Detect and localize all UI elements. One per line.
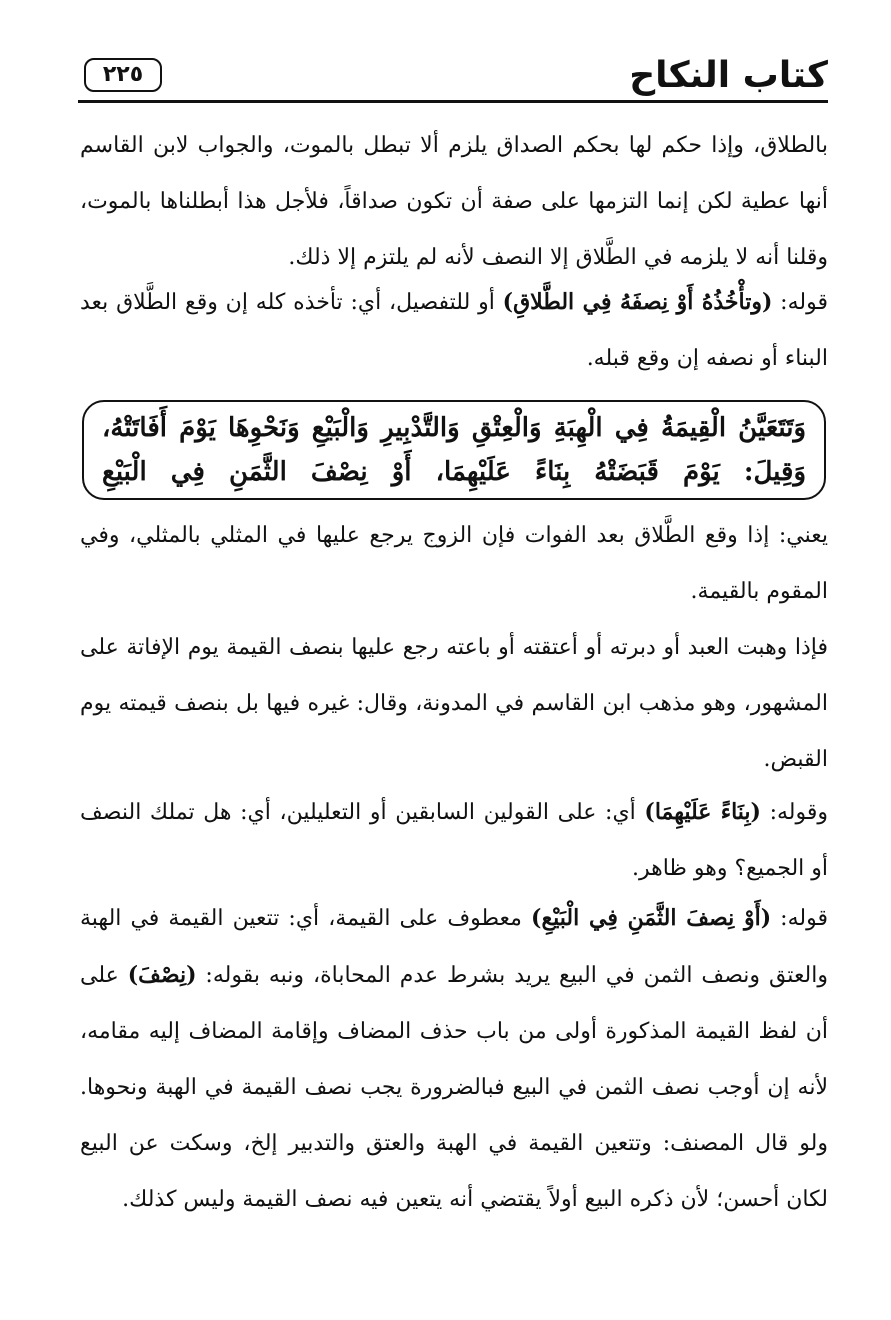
paragraph-5-quote: (بِنَاءً عَلَيْهِمَا) bbox=[644, 799, 761, 825]
header-rule bbox=[78, 100, 828, 103]
paragraph-5-rest: أي: على القولين السابقين أو التعليلين، أي: هل تملك النصف أو الجميع؟ وهو ظاهر. bbox=[80, 800, 828, 881]
paragraph-6-mid: معطوف على القيمة، أي: تتعين القيمة في الهبة والعتق ونصف الثمن في البيع يريد بشرط عدم المحاباة، ونبه بقوله: bbox=[80, 906, 828, 988]
paragraph-3: يعني: إذا وقع الطَّلاق بعد الفوات فإن الزوج يرجع عليها في المثلي بالمثلي، وفي المقوم بالقيمة. bbox=[80, 523, 828, 604]
paragraph-4: فإذا وهبت العبد أو دبرته أو أعتقته أو باعته رجع عليها بنصف القيمة يوم الإفاتة على المشهور، وهو مذهب ابن القاسم في المدونة، وقال: غيره فيها بل بنصف قيمته يوم القبض. bbox=[80, 635, 828, 772]
paragraph-6-quote-2: (نِصْفَ) bbox=[127, 962, 197, 988]
page-number: ٢٢٥ bbox=[84, 58, 162, 92]
matn-text: وَتَتَعَيَّنُ الْقِيمَةُ فِي الْهِبَةِ وَالْعِتْقِ وَالتَّدْبِيرِ وَالْبَيْعِ وَنَحْوِهَا يَوْمَ أَفَاتَتْهُ، وَقِيلَ: يَوْمَ قَبَضَتْهُ بِنَاءً عَلَيْهِمَا، أَوْ نِصْفَ الثَّمَنِ فِي الْبَيْعِ bbox=[102, 413, 807, 487]
matn-box bbox=[82, 400, 826, 500]
paragraph-6-rest: على أن لفظ القيمة المذكورة أولى من باب حذف المضاف وإقامة المضاف إليه مقامه، لأنه إن أوجب نصف الثمن في البيع فبالضرورة يجب نصف القيمة في الهبة ونحوها. ولو قال المصنف: وتتعين القيمة في الهبة والعتق والتدبير إلخ، وسكت عن البيع لكان أحسن؛ لأن ذكره البيع أولاً يقتضي أنه يتعين فيه نصف القيمة وليس كذلك. bbox=[80, 963, 828, 1212]
page-header bbox=[78, 52, 828, 104]
paragraph-6 bbox=[80, 890, 828, 1228]
paragraph-2-lead: قوله: bbox=[772, 290, 828, 315]
paragraph-5 bbox=[80, 784, 828, 897]
paragraph-1: بالطلاق، وإذا حكم لها بحكم الصداق يلزم ألا تبطل بالموت، والجواب لابن القاسم أنها عطية لكن إنما التزمها على صفة أن تكون صداقاً، فلأجل هذا أبطلناها بالموت، وقلنا أنه لا يلزمه في الطَّلاق إلا النصف لأنه لم يلتزم إلا ذلك. bbox=[80, 133, 828, 270]
paragraph-6-quote-1: (أَوْ نِصفَ الثَّمَنِ فِي الْبَيْعِ) bbox=[531, 905, 772, 931]
paragraph-6-lead: قوله: bbox=[771, 906, 828, 931]
paragraph-2-rest: أو للتفصيل، أي: تأخذه كله إن وقع الطَّلاق بعد البناء أو نصفه إن وقع قبله. bbox=[80, 290, 828, 371]
paragraph-2-quote: (وتأْخُذُهُ أَوْ نِصفَهُ فِي الطَّلاقِ) bbox=[502, 289, 773, 315]
book-title: كتاب النكاح bbox=[629, 55, 828, 96]
paragraph-5-lead: وقوله: bbox=[760, 800, 828, 825]
paragraph-2 bbox=[80, 274, 828, 387]
